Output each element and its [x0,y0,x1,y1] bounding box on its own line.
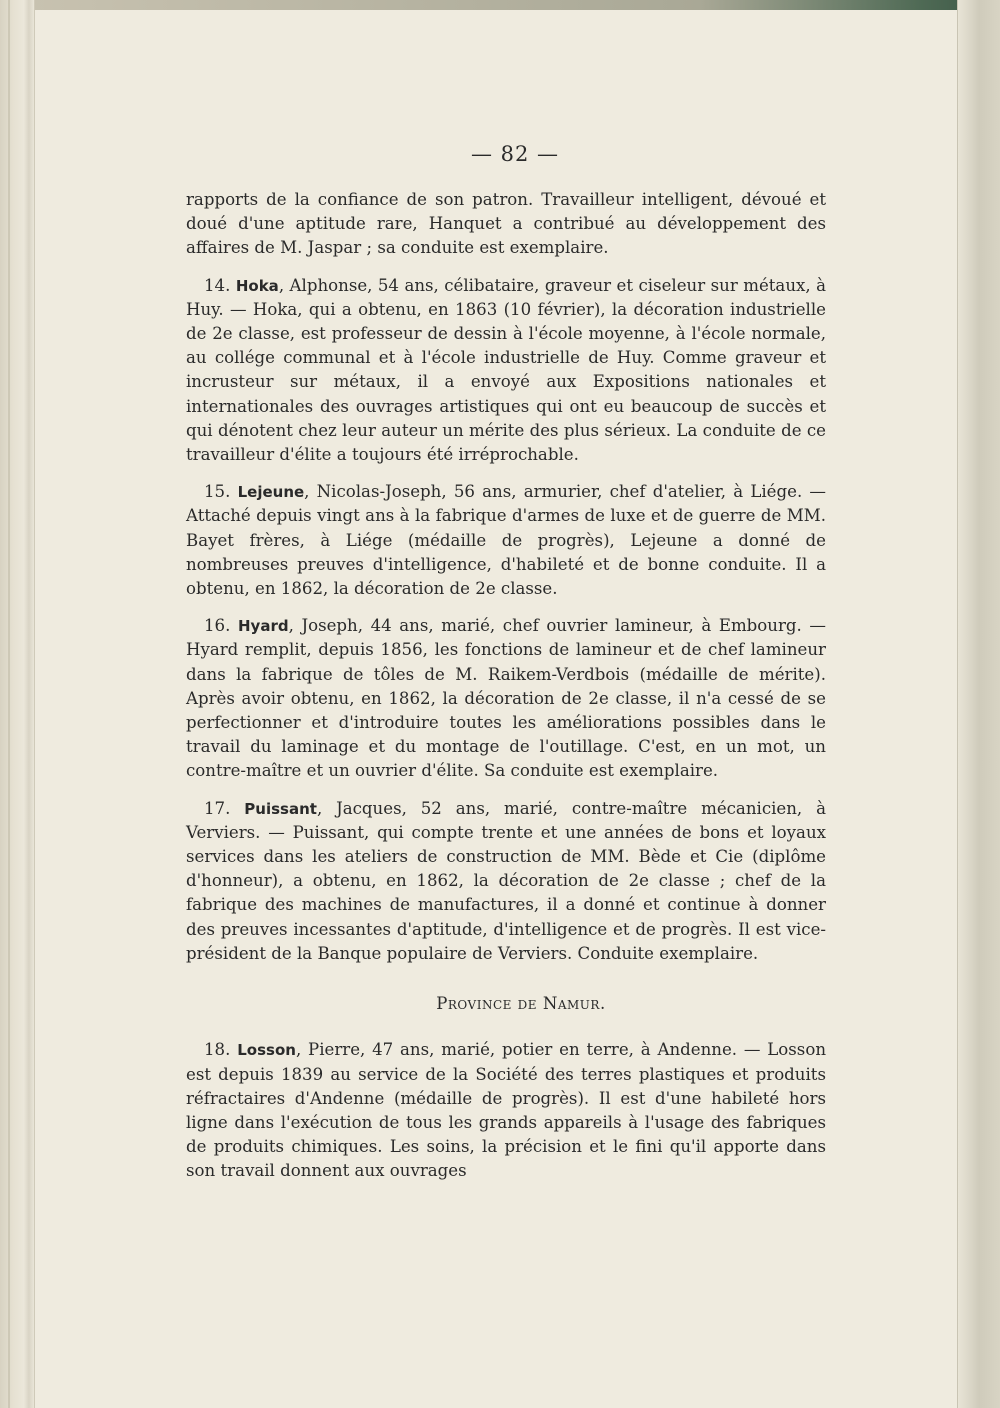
entry-paragraph [186,1038,826,1183]
entry-name: Losson [237,1041,296,1060]
page-body [186,188,826,1184]
book-binding-left [0,0,35,1408]
intro-paragraph: rapports de la confiance de son patron. Travailleur intelligent, dévoué et doué d'une aptitude rare, Hanquet a contribué au développement des affaires de M. Jaspar ; sa conduite est exemplaire. [186,190,826,258]
entry-number: 18. [204,1040,231,1060]
entry-number: 14. [204,275,231,295]
entry-paragraph [186,480,826,601]
entry-number: 16. [204,616,231,636]
entry-name: Hoka [235,276,279,295]
entry-name: Lejeune [237,483,305,502]
entry-paragraph [186,274,826,468]
entry-text: , Nicolas-Joseph, 56 ans, armurier, chef d'atelier, à Liége. — Attaché depuis vingt ans à la fabrique d'armes de luxe et de guerre de MM. Bayet frères, à Liége (médaille de progrès), Lejeune a donné de nombreuses preuves d'intelligence, d'habileté et de bonne conduite. Il a obtenu, en 1862, la décoration de 2e classe. [186,482,827,599]
section-heading: Province de Namur. [436,994,606,1014]
entry-paragraph [186,797,826,966]
entry-number: 17. [204,798,231,818]
page-number: — 82 — [470,142,560,166]
entry-number: 15. [204,482,231,502]
entries-list [186,274,826,966]
entry-text: , Alphonse, 54 ans, célibataire, graveur et ciseleur sur métaux, à Huy. — Hoka, qui a obtenu, en 1863 (10 février), la décoration industrielle de 2e classe, est professeur de dessin à l'école moyenne, à l'école normale, au collége communal et à l'école industrielle de Huy. Comme graveur et incrusteur sur métaux, il a envoyé aux Expositions nationales et internationales des ouvrages artistiques qui ont eu beaucoup de succès et qui dénotent chez leur auteur un mérite des plus sérieux. La conduite de ce travailleur d'élite a toujours été irréprochable. [186,275,826,465]
entry-text: , Pierre, 47 ans, marié, potier en terre, à Andenne. — Losson est depuis 1839 au service de la Société des terres plastiques et produits réfractaires d'Andenne (médaille de progrès). Il est d'une habileté hors ligne dans l'exécution de tous les grands appareils à l'usage des fabriques de produits chimiques. Les soins, la précision et le fini qu'il apporte dans son travail donnent aux ouvrages [186,1040,827,1181]
page-edge-right [957,0,1000,1408]
entry-text: , Joseph, 44 ans, marié, chef ouvrier lamineur, à Embourg. — Hyard remplit, depuis 1856, les fonctions de lamineur et de chef lamineur dans la fabrique de tôles de M. Raikem-Verdbois (médaille de mérite). Après avoir obtenu, en 1862, la décoration de 2e classe, il n'a cessé de se perfectionner et d'introduire toutes les améliorations possibles dans le travail du laminage et du montage de l'outillage. C'est, en un mot, un contre-maître et un ouvrier d'élite. Sa conduite est exemplaire. [186,616,826,781]
entry-name: Hyard [237,617,289,636]
section-entries-list [186,1038,826,1183]
entry-paragraph [186,614,826,783]
entry-text: , Jacques, 52 ans, marié, contre-maître mécanicien, à Verviers. — Puissant, qui compte trente et une années de bons et loyaux services dans les ateliers de construction de MM. Bède et Cie (diplôme d'honneur), a obtenu, en 1862, la décoration de 2e classe ; chef de la fabrique des machines de manufactures, il a donné et continue à donner des preuves incessantes d'aptitude, d'intelligence et de progrès. Il est vice-président de la Banque populaire de Verviers. Conduite exemplaire. [186,798,826,963]
top-edge-strip [0,0,1000,10]
entry-name: Puissant [244,799,317,818]
